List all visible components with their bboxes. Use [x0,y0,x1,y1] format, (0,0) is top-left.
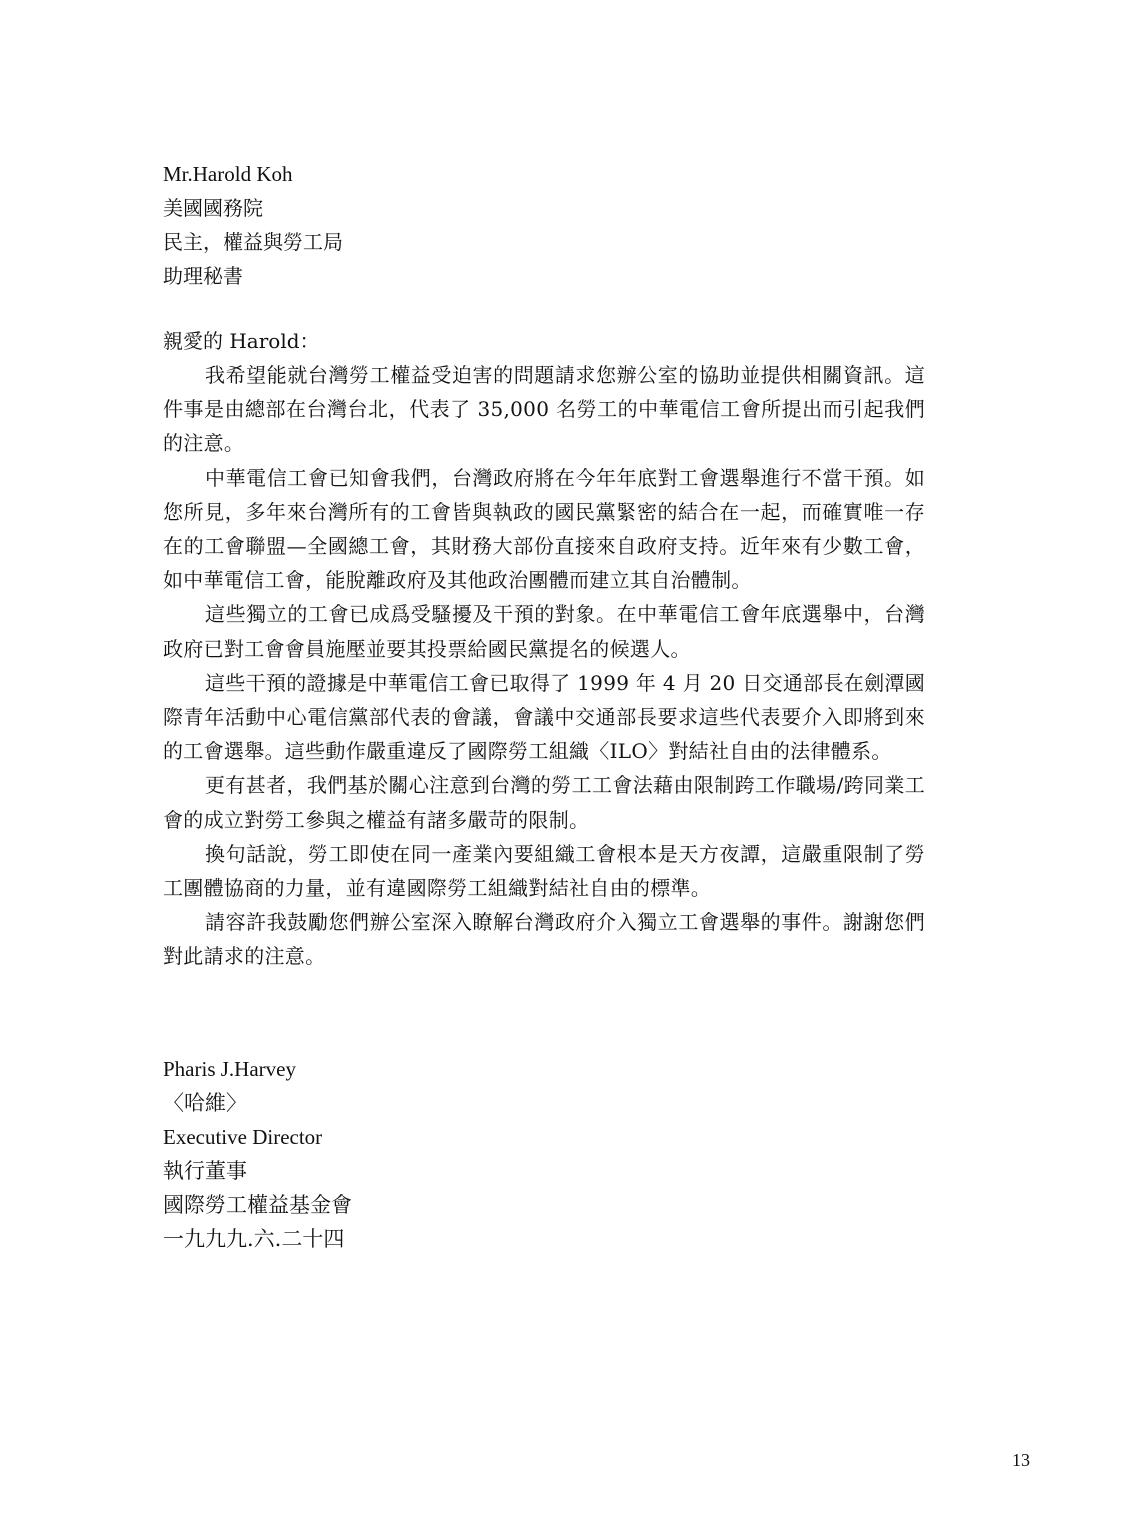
letter-date: 一九九九.六.二十四 [163,1227,345,1251]
paragraph: 這些獨立的工會已成爲受騷擾及干預的對象。在中華電信工會年底選舉中，台灣政府已對工會會員施壓並要其投票給國民黨提名的候選人。 [163,602,925,661]
paragraph: 請容許我鼓勵您們辦公室深入瞭解台灣政府介入獨立工會選舉的事件。謝謝您們對此請求的注意。 [163,910,925,969]
paragraph: 中華電信工會已知會我們，台灣政府將在今年年底對工會選舉進行不當干預。如您所見，多年來台灣所有的工會皆與執政的國民黨緊密的結合在一起，而確實唯一存在的工會聯盟—全國總工會，其財務大部份直接來自政府支持。近年來有少數工會，如中華電信工會，能脫離政府及其他政治團體而建立其自治體制。 [163,465,925,593]
salutation: 親愛的 Harold： [163,329,320,353]
signer-role-chinese: 執行董事 [163,1159,247,1183]
paragraph: 我希望能就台灣勞工權益受迫害的問題請求您辦公室的協助並提供相關資訊。這件事是由總部在台灣台北，代表了 35,000 名勞工的中華電信工會所提出而引起我們的注意。 [163,363,925,456]
recipient-bureau: 民主，權益與勞工局 [163,230,343,254]
signer-role-english: Executive Director [163,1125,323,1149]
signer-name-chinese: 〈哈維〉 [163,1091,247,1115]
recipient-address-block [163,157,923,293]
signer-name: Pharis J.Harvey [163,1057,296,1081]
paragraph: 更有甚者，我們基於關心注意到台灣的勞工工會法藉由限制跨工作職場/跨同業工會的成立對勞工參與之權益有諸多嚴苛的限制。 [163,773,925,832]
signature-block [163,1052,663,1256]
recipient-name: Mr.Harold Koh [163,162,293,186]
letter-body [163,358,925,974]
signer-organization: 國際勞工權益基金會 [163,1193,352,1217]
recipient-title: 助理秘書 [163,264,243,288]
paragraph: 這些干預的證據是中華電信工會已取得了 1999 年 4 月 20 日交通部長在劍潭國際青年活動中心電信黨部代表的會議，會議中交通部長要求這些代表要介入即將到來的工會選舉。這些動作嚴重違反了國際勞工組織〈ILO〉對結社自由的法律體系。 [163,670,925,764]
page-number: 13 [1012,1450,1030,1470]
paragraph: 換句話說，勞工即使在同一產業內要組織工會根本是天方夜譚，這嚴重限制了勞工團體協商的力量，並有違國際勞工組織對結社自由的標準。 [163,841,925,901]
recipient-agency: 美國國務院 [163,196,263,220]
